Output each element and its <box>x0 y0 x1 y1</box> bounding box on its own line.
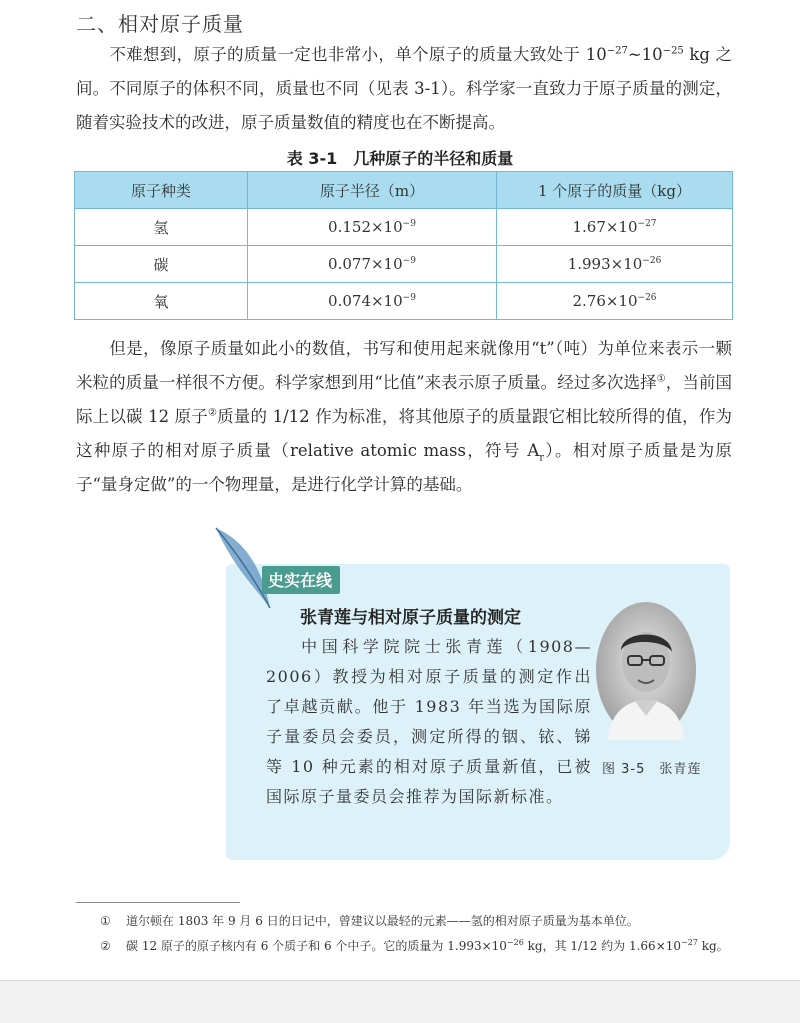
paragraph-atomic-mass-intro: 不难想到，原子的质量一定也非常小，单个原子的质量大致处于 $10^{-27}\sim 10^{-25}$ kg 之间。不同原子的体积不同，质量也不同（见表 3-1）。科学家一直致力于原子质量的测定，随着实验技术的改进，原子质量数值的精度也在不断提高。 <box>76 45 732 132</box>
cell-atom-name: 氧 <box>75 283 248 320</box>
footnote-divider <box>76 902 240 903</box>
footnote-ref-1[interactable]: ① <box>656 373 666 385</box>
table-header-row <box>75 172 733 209</box>
cell-atom-mass: $2.76\times 10^{-26}$ <box>497 283 733 320</box>
header-atom-type: 原子种类 <box>75 172 248 209</box>
header-atom-mass: 1 个原子的质量（kg） <box>497 172 733 209</box>
cell-atom-mass: $1.67\times 10^{-27}$ <box>497 209 733 246</box>
table-row <box>75 246 733 283</box>
portrait-photo <box>594 600 698 740</box>
footnote-ref-2[interactable]: ② <box>207 407 218 419</box>
table-row <box>75 209 733 246</box>
header-atom-radius: 原子半径（m） <box>248 172 497 209</box>
footnote-1: ① 道尔顿在 1803 年 9 月 6 日的日记中，曾建议以最轻的元素——氢的相对原子质量为基本单位。 <box>100 914 639 928</box>
cell-atom-radius: $0.077\times 10^{-9}$ <box>248 246 497 283</box>
page-bottom-margin <box>0 980 800 1023</box>
history-tag: 史实在线 <box>262 566 340 594</box>
cell-atom-name: 氢 <box>75 209 248 246</box>
story-title: 张青莲与相对原子质量的测定 <box>300 608 521 628</box>
section-title: 二、相对原子质量 <box>76 12 244 36</box>
paragraph-relative-atomic-mass: 但是，像原子质量如此小的数值，书写和使用起来就像用“t”（吨）为单位来表示一颗米粒的质量一样很不方便。科学家想到用“比值”来表示原子质量。经过多次选择①，当前国际上以碳 12 原子②质量的 1/12 作为标准，将其他原子的质量跟它相比较所得的值，作为这种原子的相对原子质量（relative atomic mass，符号 $A_r$）。相对原子质量是为原子“量身定做”的一个物理量，是进行化学计算的基础。 <box>76 339 733 494</box>
table-caption: 表 3-1 几种原子的半径和质量 <box>286 149 514 168</box>
table-row <box>75 283 733 320</box>
cell-atom-radius: $0.074\times 10^{-9}$ <box>248 283 497 320</box>
cell-atom-name: 碳 <box>75 246 248 283</box>
cell-atom-radius: $0.152\times 10^{-9}$ <box>248 209 497 246</box>
footnote-2: ② 碳 12 原子的原子核内有 6 个质子和 6 个中子。它的质量为 $1.993\times 10^{-26}$ kg，其 1/12 约为 $1.66\times 10^{-27}$ kg。 <box>100 938 729 953</box>
atom-table <box>74 171 733 320</box>
story-text: 中国科学院院士张青莲（1908—2006）教授为相对原子质量的测定作出了卓越贡献。他于 1983 年当选为国际原子量委员会委员，测定所得的铟、铱、锑等 10 种元素的相对原子质量新值，已被国际原子量委员会推荐为国际新标准。 <box>266 637 592 806</box>
cell-atom-mass: $1.993\times 10^{-26}$ <box>497 246 733 283</box>
portrait-caption: 图 3-5 张青莲 <box>602 762 702 777</box>
